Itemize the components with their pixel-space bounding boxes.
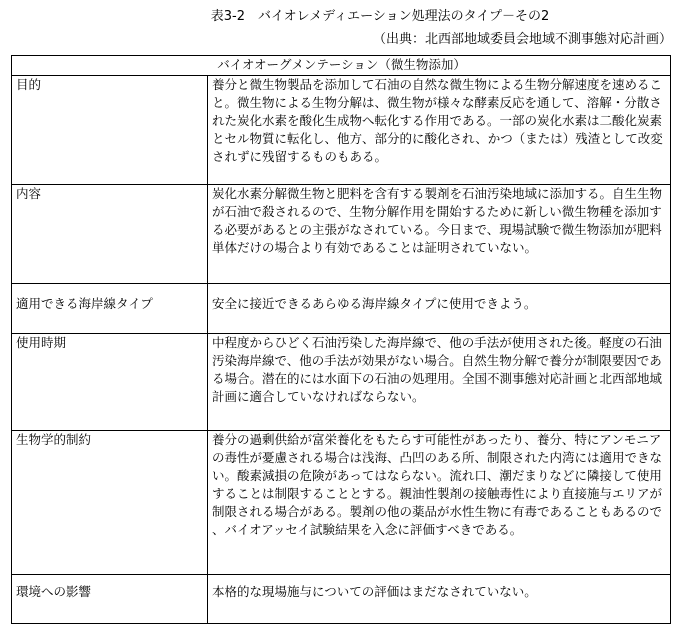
table-header: バイオオーグメンテーション（微生物添加）: [12, 56, 671, 76]
row-label-shoreline-type: 適用できる海岸線タイプ: [12, 284, 208, 334]
row-text-purpose: 養分と微生物製品を添加して石油の自然な微生物による生物分解速度を速めること。微生物による生物分解は、微生物が様々な酵素反応を通して、溶解・分散された炭化水素を酸化生成物へ転化する作用である。一部の炭化水素は二酸化炭素とセル物質に転化し、他方、部分的に酸化され、かつ（または）残渣として改変されずに残留するものもある。: [208, 76, 671, 185]
table-row: [12, 284, 671, 334]
row-text-content: 炭化水素分解微生物と肥料を含有する製剤を石油汚染地域に添加する。自生生物が石油で殺されるので、生物分解作用を開始するために新しい微生物種を添加する必要があるとの主張がなされている。今日まで、現場試験で微生物添加が肥料単体だけの場合より有効であることは証明されていない。: [208, 185, 671, 284]
row-text-environmental-impact: 本格的な現場施与についての評価はまだなされていない。: [208, 575, 671, 624]
document-title: 表3-2 バイオレメディエーション処理法のタイプ－その2: [210, 9, 550, 24]
table-row: [12, 431, 671, 575]
row-text-timing: 中程度からひどく石油汚染した海岸線で、他の手法が使用された後。軽度の石油汚染海岸線で、他の手法が効果がない場合。自然生物分解で養分が制限要因である場合。潜在的には水面下の石油の処理用。全国不測事態対応計画と北西部地域計画に適合していなければならない。: [208, 334, 671, 431]
table-row: [12, 76, 671, 185]
table-row: [12, 334, 671, 431]
row-label-biological-constraints: 生物学的制約: [12, 431, 208, 575]
row-label-content: 内容: [12, 185, 208, 284]
table-row: [12, 575, 671, 624]
bioremediation-table: [11, 55, 671, 624]
row-label-purpose: 目的: [12, 76, 208, 185]
row-text-biological-constraints: 養分の過剰供給が富栄養化をもたらす可能性があったり、養分、特にアンモニアの毒性が憂慮される場合は浅海、凸凹のある所、制限された内湾には適用できない。酸素減損の危険があってはならない。流れ口、潮だまりなどに隣接して使用することは制限することとする。親油性製剤の接触毒性により直接施与エリアが制限される場合がある。製剤の他の薬品が水性生物に有毒であることもあるので、バイオアッセイ試験結果を入念に評価すべきである。: [208, 431, 671, 575]
row-label-environmental-impact: 環境への影響: [12, 575, 208, 624]
row-text-shoreline-type: 安全に接近できるあらゆる海岸線タイプに使用できよう。: [208, 284, 671, 334]
table-row: [12, 185, 671, 284]
row-label-timing: 使用時期: [12, 334, 208, 431]
source-note: （出典：北西部地域委員会地域不測事態対応計画）: [372, 32, 672, 47]
